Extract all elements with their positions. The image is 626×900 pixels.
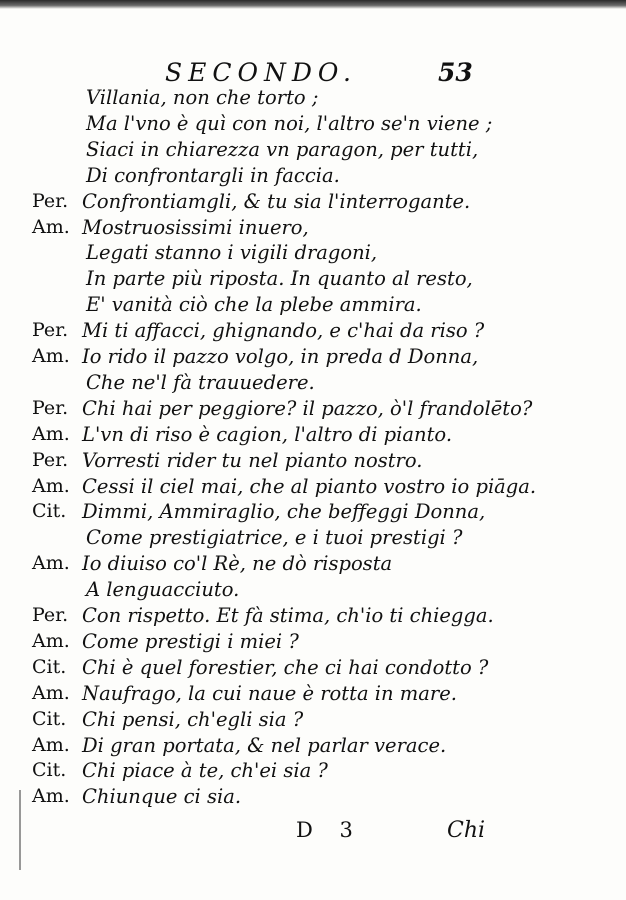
line-text: Mostruosissimi inuero, xyxy=(82,215,309,239)
speaker-name: Cit. xyxy=(32,759,67,782)
page-footer xyxy=(0,818,626,858)
speaker-name: Am. xyxy=(32,552,70,575)
text-line xyxy=(0,345,626,373)
text-line xyxy=(0,552,626,580)
speaker-name: Per. xyxy=(32,396,69,419)
speaker-name: Am. xyxy=(32,215,70,238)
line-text: Mi ti affacci, ghignando, e c'hai da riso ? xyxy=(82,319,485,343)
text-line xyxy=(0,604,626,632)
text-line xyxy=(0,267,626,295)
text-line xyxy=(0,734,626,762)
text-line xyxy=(0,371,626,399)
line-text: Vorresti rider tu nel pianto nostro. xyxy=(82,448,423,472)
text-line xyxy=(0,578,626,606)
signature-mark: D 3 xyxy=(296,818,363,842)
line-text: A lenguacciuto. xyxy=(86,578,240,602)
speaker-name: Cit. xyxy=(32,655,67,678)
speaker-name: Per. xyxy=(32,448,69,471)
text-line xyxy=(0,785,626,813)
speaker-name: Cit. xyxy=(32,500,67,523)
text-line xyxy=(0,682,626,710)
line-text: Naufrago, la cui naue è rotta in mare. xyxy=(82,681,457,705)
speaker-name: Am. xyxy=(32,785,70,808)
line-text: Come prestigi i miei ? xyxy=(82,629,299,653)
text-line xyxy=(0,656,626,684)
text-line xyxy=(0,759,626,787)
line-text: Confrontiamgli, & tu sia l'interrogante. xyxy=(82,189,471,213)
speaker-name: Am. xyxy=(32,422,70,445)
line-text: Chi è quel forestier, che ci hai condotto ? xyxy=(82,655,489,679)
text-line xyxy=(0,397,626,425)
text-line xyxy=(0,241,626,269)
text-line xyxy=(0,293,626,321)
page-top-edge xyxy=(0,0,626,9)
line-text: Chi pensi, ch'egli sia ? xyxy=(82,707,304,731)
text-line xyxy=(0,138,626,166)
line-text: Di confrontargli in faccia. xyxy=(86,163,340,187)
line-text: Ma l'vno è quì con noi, l'altro se'n viene ; xyxy=(86,111,493,135)
speaker-name: Per. xyxy=(32,189,69,212)
line-text: Legati stanno i vigili dragoni, xyxy=(86,241,378,265)
speaker-name: Am. xyxy=(32,474,70,497)
text-line xyxy=(0,319,626,347)
speaker-name: Am. xyxy=(32,629,70,652)
line-text: Dimmi, Ammiraglio, che beffeggi Donna, xyxy=(82,500,486,524)
text-line xyxy=(0,112,626,140)
line-text: Come prestigiatrice, e i tuoi prestigi ? xyxy=(86,526,463,550)
speaker-name: Per. xyxy=(32,319,69,342)
speaker-name: Am. xyxy=(32,681,70,704)
text-line xyxy=(0,500,626,528)
line-text: Di gran portata, & nel parlar verace. xyxy=(82,733,447,757)
text-line xyxy=(0,630,626,658)
text-line xyxy=(0,475,626,503)
line-text: Io diuiso co'l Rè, ne dò risposta xyxy=(82,552,393,576)
line-text: Che ne'l fà trauuedere. xyxy=(86,370,315,394)
text-line xyxy=(0,449,626,477)
text-line xyxy=(0,190,626,218)
text-line xyxy=(0,216,626,244)
line-text: Siaci in chiarezza vn paragon, per tutti, xyxy=(86,137,479,161)
line-text: Chi piace à te, ch'ei sia ? xyxy=(82,759,328,783)
text-line xyxy=(0,164,626,192)
text-line xyxy=(0,86,626,114)
text-line xyxy=(0,708,626,736)
line-text: Chiunque ci sia. xyxy=(82,785,242,809)
line-text: Villania, non che torto ; xyxy=(86,86,319,109)
line-text: In parte più riposta. In quanto al resto, xyxy=(86,267,473,291)
catchword: Chi xyxy=(447,818,486,843)
text-line xyxy=(0,423,626,451)
running-head: SECONDO. xyxy=(165,58,357,87)
page-number: 53 xyxy=(438,58,473,87)
text-line xyxy=(0,526,626,554)
page-header xyxy=(0,50,626,90)
line-text: Chi hai per peggiore? il pazzo, ò'l frandolēto? xyxy=(82,396,533,420)
line-text: Con rispetto. Et fà stima, ch'io ti chiegga. xyxy=(82,604,494,627)
line-text: Cessi il ciel mai, che al pianto vostro io piāga. xyxy=(82,474,537,498)
line-text: L'vn di riso è cagion, l'altro di pianto. xyxy=(82,422,453,446)
speaker-name: Am. xyxy=(32,345,70,367)
speaker-name: Cit. xyxy=(32,707,67,730)
line-text: E' vanità ciò che la plebe ammira. xyxy=(86,293,422,317)
line-text: Io rido il pazzo volgo, in preda d Donna, xyxy=(82,345,479,368)
speaker-name: Per. xyxy=(32,604,69,626)
speaker-name: Am. xyxy=(32,733,70,756)
